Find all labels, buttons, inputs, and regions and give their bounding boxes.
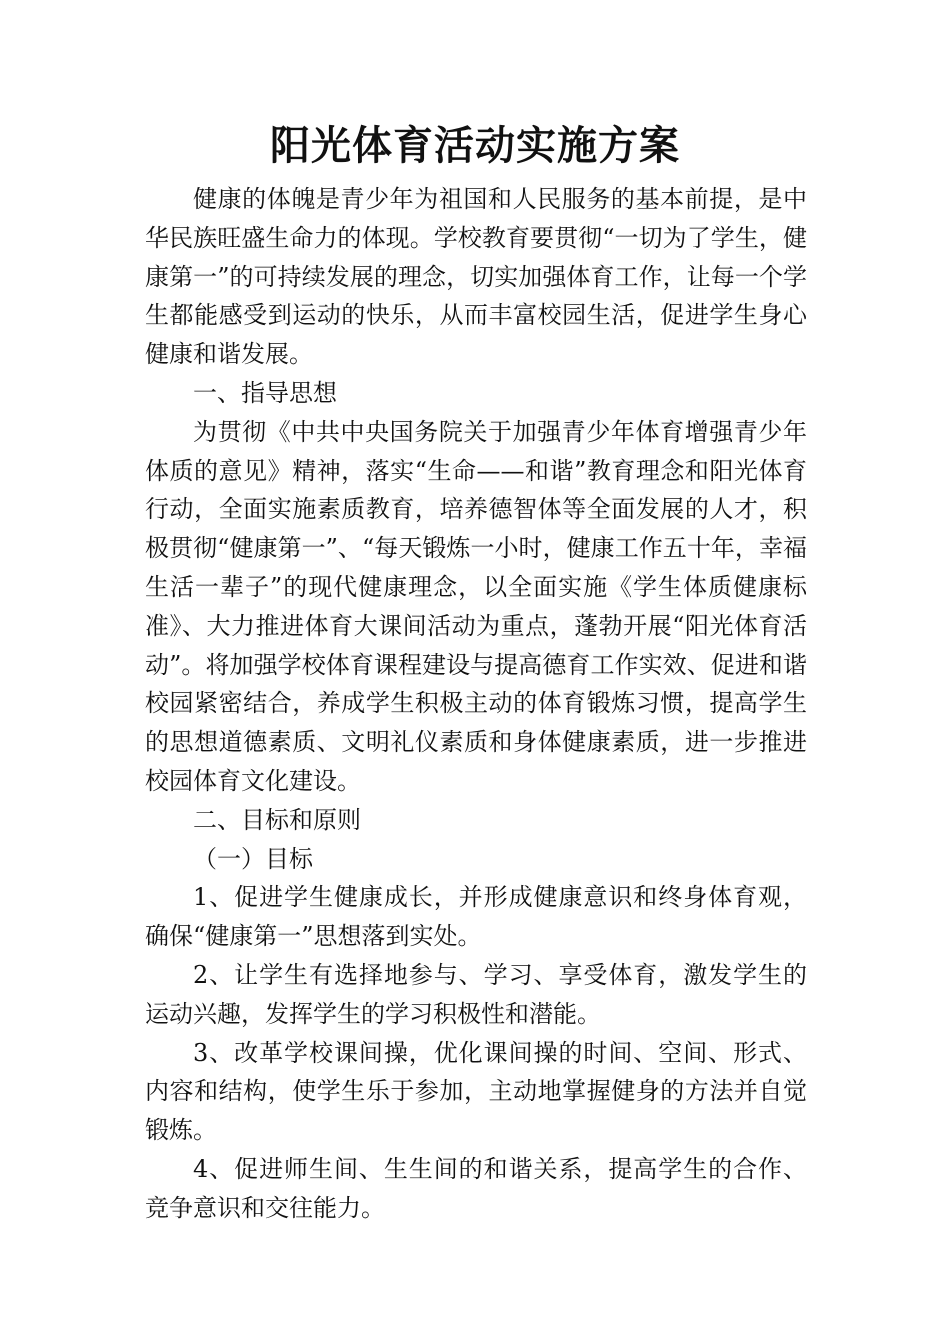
- goal-item: 2、让学生有选择地参与、学习、享受体育，激发学生的运动兴趣，发挥学生的学习积极性和潜能。: [145, 960, 807, 1028]
- goal-item: 3、改革学校课间操，优化课间操的时间、空间、形式、内容和结构，使学生乐于参加，主动地掌握健身的方法并自觉锻炼。: [145, 1038, 807, 1145]
- document-body: [145, 180, 807, 1228]
- section-heading-guiding-ideology: 一、指导思想: [193, 378, 337, 407]
- guiding-ideology-paragraph: 为贯彻《中共中央国务院关于加强青少年体育增强青少年体质的意见》精神，落实“生命——和谐”教育理念和阳光体育行动，全面实施素质教育，培养德智体等全面发展的人才，积极贯彻“健康第一”、“每天锻炼一小时，健康工作五十年，幸福生活一辈子”的现代健康理念，以全面实施《学生体质健康标准》、大力推进体育大课间活动为重点，蓬勃开展“阳光体育活动”。将加强学校体育课程建设与提高德育工作实效、促进和谐校园紧密结合，养成学生积极主动的体育锻炼习惯，提高学生的思想道德素质、文明礼仪素质和身体健康素质，进一步推进校园体育文化建设。: [145, 417, 807, 795]
- subheading-goals: （一）目标: [193, 844, 313, 873]
- goal-item: 4、促进师生间、生生间的和谐关系，提高学生的合作、竞争意识和交往能力。: [145, 1154, 807, 1222]
- section-heading-goals-principles: 二、目标和原则: [193, 805, 361, 834]
- intro-paragraph: 健康的体魄是青少年为祖国和人民服务的基本前提，是中华民族旺盛生命力的体现。学校教育要贯彻“一切为了学生，健康第一”的可持续发展的理念，切实加强体育工作，让每一个学生都能感受到运动的快乐，从而丰富校园生活，促进学生身心健康和谐发展。: [145, 185, 807, 369]
- document-title: 阳光体育活动实施方案: [270, 122, 680, 169]
- goal-item: 1、促进学生健康成长，并形成健康意识和终身体育观，确保“健康第一”思想落到实处。: [145, 883, 807, 951]
